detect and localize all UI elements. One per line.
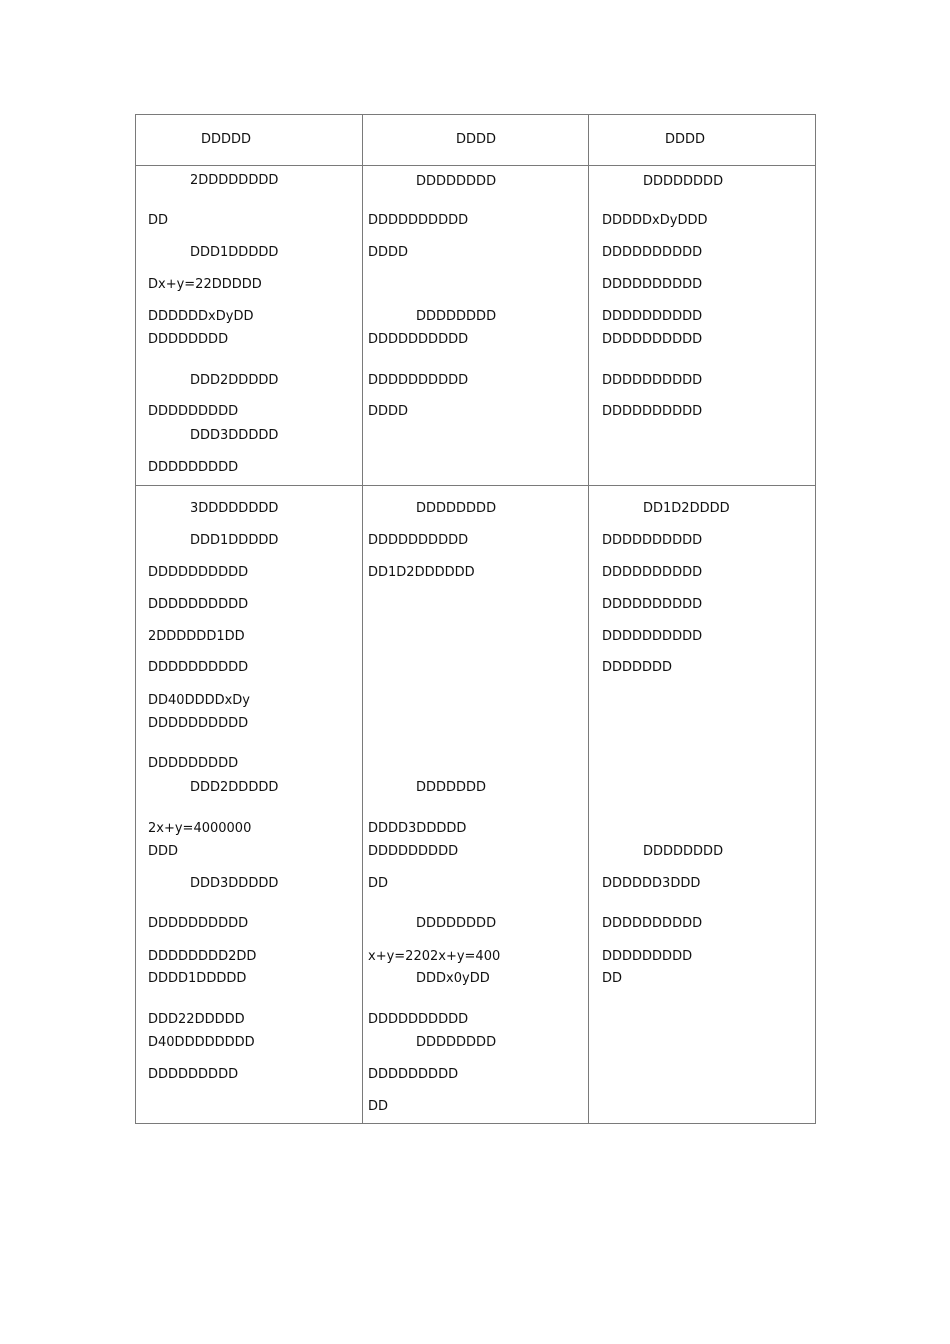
column-divider	[588, 114, 589, 1124]
cell-text: DDDDDxDyDDD	[602, 213, 708, 228]
cell-text: DD	[368, 1099, 389, 1114]
cell-text: DDDDDDDDDD	[602, 332, 703, 347]
cell-text: DDDDDDDDDD	[148, 716, 249, 731]
cell-text: DDDD3DDDDD	[368, 821, 467, 836]
cell-text: DDDDDDDDDD	[602, 533, 703, 548]
cell-text: DD	[602, 971, 623, 986]
cell-text: 3DDDDDDDD	[190, 501, 279, 516]
cell-text: DDDDDDDDDD	[602, 404, 703, 419]
cell-text: DDDDDDDDDD	[602, 309, 703, 324]
row-divider	[135, 485, 816, 486]
cell-text: DDD	[148, 844, 179, 859]
cell-text: DDDDDDDD	[148, 332, 229, 347]
cell-text: DDD1DDDDD	[190, 533, 279, 548]
header-cell: DDDDD	[201, 132, 252, 147]
cell-text: DDD3DDDDD	[190, 428, 279, 443]
cell-text: DDD1DDDDD	[190, 245, 279, 260]
cell-text: 2DDDDDDDD	[190, 173, 279, 188]
cell-text: DDDDDDDDD	[368, 1067, 459, 1082]
cell-text: DDDD	[368, 245, 409, 260]
cell-text: DD	[148, 213, 169, 228]
cell-text: DDDDDDDDDD	[602, 916, 703, 931]
cell-text: DDDDDDDDD	[148, 1067, 239, 1082]
cell-text: DDDDDDDDDD	[602, 565, 703, 580]
cell-text: DDDDDDDDD	[148, 460, 239, 475]
cell-text: DDDDDDDD	[643, 174, 724, 189]
cell-text: 2x+y=4000000	[148, 821, 252, 836]
cell-text: DD	[368, 876, 389, 891]
header-cell: DDDD	[665, 132, 706, 147]
cell-text: DDDDDDDD	[416, 1035, 497, 1050]
cell-text: DDDDDDDDDD	[368, 373, 469, 388]
cell-text: DDDDDDDD	[416, 501, 497, 516]
cell-text: DDD22DDDDD	[148, 1012, 245, 1027]
cell-text: DDDDDDDDDD	[368, 533, 469, 548]
cell-text: DDDDDDDDDD	[148, 660, 249, 675]
cell-text: DDDDDD3DDD	[602, 876, 701, 891]
cell-text: DDDDDDDDDD	[368, 1012, 469, 1027]
cell-text: DDD2DDDDD	[190, 373, 279, 388]
cell-text: DDDD	[368, 404, 409, 419]
cell-text: DDD3DDDDD	[190, 876, 279, 891]
cell-text: x+y=2202x+y=400	[368, 949, 501, 964]
cell-text: DDD2DDDDD	[190, 780, 279, 795]
cell-text: DDDDDDDDDD	[602, 629, 703, 644]
cell-text: DDDDDDD	[602, 660, 673, 675]
cell-text: DDDDDDDDDD	[602, 245, 703, 260]
cell-text: DDDDDDDDDD	[368, 332, 469, 347]
cell-text: DDDDDDD	[416, 780, 487, 795]
header-divider	[135, 165, 816, 166]
cell-text: DDDDDDDDDD	[602, 373, 703, 388]
cell-text: DDDDDDDDD	[148, 756, 239, 771]
cell-text: DDDDDDDDDD	[368, 213, 469, 228]
cell-text: DDDDDDDD2DD	[148, 949, 257, 964]
cell-text: Dx+y=22DDDDD	[148, 277, 262, 292]
cell-text: DD40DDDDxDy	[148, 693, 251, 708]
cell-text: DD1D2DDDDDD	[368, 565, 475, 580]
cell-text: DDDDDDDDDD	[148, 597, 249, 612]
header-cell: DDDD	[456, 132, 497, 147]
column-divider	[362, 114, 363, 1124]
cell-text: DDDDDDDDDD	[602, 277, 703, 292]
cell-text: DDDDDDDD	[416, 309, 497, 324]
cell-text: DDDDDDDD	[416, 174, 497, 189]
cell-text: DDDDDDDDD	[368, 844, 459, 859]
cell-text: DDDDDDDD	[416, 916, 497, 931]
cell-text: DDDDDDDDD	[602, 949, 693, 964]
cell-text: DD1D2DDDD	[643, 501, 730, 516]
cell-text: DDDDDDDDD	[148, 404, 239, 419]
cell-text: 2DDDDDD1DD	[148, 629, 245, 644]
cell-text: DDDDDDDDDD	[148, 916, 249, 931]
cell-text: D40DDDDDDDD	[148, 1035, 255, 1050]
cell-text: DDDDDDDDDD	[148, 565, 249, 580]
cell-text: DDDDDDDD	[643, 844, 724, 859]
cell-text: DDDDDDxDyDD	[148, 309, 254, 324]
cell-text: DDDx0yDD	[416, 971, 490, 986]
cell-text: DDDD1DDDDD	[148, 971, 247, 986]
cell-text: DDDDDDDDDD	[602, 597, 703, 612]
